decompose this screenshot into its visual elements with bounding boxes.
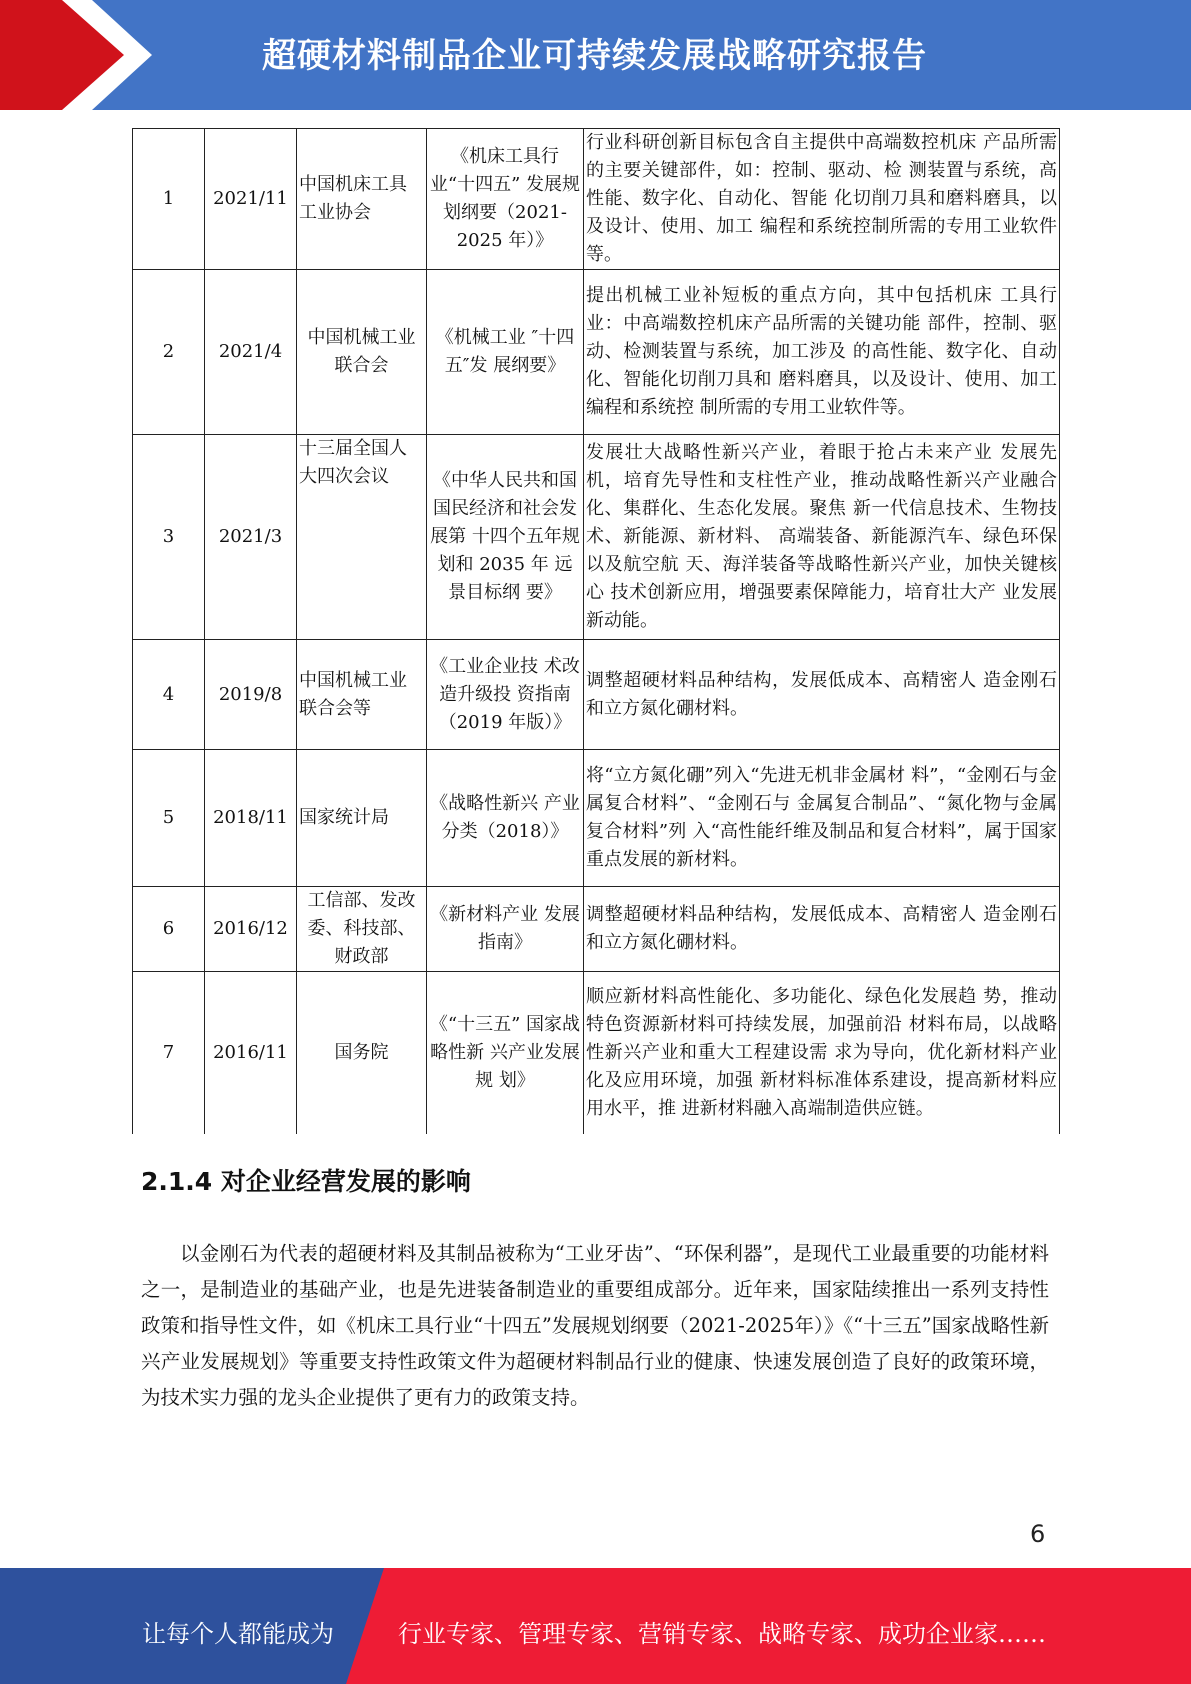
row-number: 2 (133, 270, 205, 435)
row-organization: 中国机械工业联合会 (297, 270, 427, 435)
section-body-paragraph: 以金刚石为代表的超硬材料及其制品被称为“工业牙齿”、“环保利器”，是现代工业最重要的功能材料之一，是制造业的基础产业，也是先进装备制造业的重要组成部分。近年来，国家陆续推出一系列支持性政策和指导性文件，如《机床工具行业“十四五”发展规划纲要（2021-2025年）》《“十三五”国家战略性新兴产业发展规划》等重要支持性政策文件为超硬材料制品行业的健康、快速发展创造了良好的政策环境，为技术实力强的龙头企业提供了更有力的政策支持。 (141, 1242, 1049, 1409)
table-row (133, 887, 1060, 972)
page-number: 6 (1030, 1520, 1046, 1548)
row-number: 7 (133, 972, 205, 1134)
row-policy-title: 《新材料产业 发展指南》 (427, 887, 584, 972)
row-policy-content: 行业科研创新目标包含自主提供中高端数控机床 产品所需的主要关键部件，如：控制、驱动、检 测装置与系统，高性能、数字化、自动化、智能 化切削刀具和磨料磨具，以及设计、使用、加工 编程和系统控制所需的专用工业软件等。 (584, 129, 1060, 270)
row-date: 2021/3 (205, 435, 297, 640)
row-organization: 中国机械工业联合会等 (297, 640, 427, 750)
table-row (133, 270, 1060, 435)
row-number: 1 (133, 129, 205, 270)
row-organization: 国家统计局 (297, 750, 427, 887)
row-policy-content: 调整超硬材料品种结构，发展低成本、高精密人 造金刚石和立方氮化硼材料。 (584, 887, 1060, 972)
row-date: 2018/11 (205, 750, 297, 887)
row-policy-content: 调整超硬材料品种结构，发展低成本、高精密人 造金刚石和立方氮化硼材料。 (584, 640, 1060, 750)
row-date: 2021/11 (205, 129, 297, 270)
row-date: 2016/12 (205, 887, 297, 972)
table-row (133, 972, 1060, 1134)
row-policy-title: 《机械工业 ″十四五″发 展纲要》 (427, 270, 584, 435)
row-policy-content: 将“立方氮化硼”列入“先进无机非金属材 料”，“金刚石与金属复合材料”、“金刚石与 金属复合制品”、“氮化物与金属复合材料”列 入“高性能纤维及制品和复合材料”，属于国家 重点发展的新材料。 (584, 750, 1060, 887)
page-header (0, 0, 1191, 110)
row-date: 2021/4 (205, 270, 297, 435)
row-policy-title: 《“十三五” 国家战略性新 兴产业发展规 划》 (427, 972, 584, 1134)
row-organization: 工信部、发改委、科技部、财政部 (297, 887, 427, 972)
policy-table (132, 128, 1060, 1134)
section-heading: 2.1.4 对企业经营发展的影响 (141, 1167, 471, 1196)
row-organization: 中国机床工具工业协会 (297, 129, 427, 270)
row-policy-content: 发展壮大战略性新兴产业，着眼于抢占未来产业 发展先机，培育先导性和支柱性产业，推动战略性新兴产业融合化、集群化、生态化发展。聚焦 新一代信息技术、生物技术、新能源、新材料、 高端装备、新能源汽车、绿色环保以及航空航 天、海洋装备等战略性新兴产业，加快关键核心 技术创新应用，增强要素保障能力，培育壮大产 业发展新动能。 (584, 435, 1060, 640)
row-policy-title: 《工业企业技 术改造升级投 资指南（2019 年版）》 (427, 640, 584, 750)
header-arrow-decoration (0, 0, 160, 110)
row-policy-content: 顺应新材料高性能化、多功能化、绿色化发展趋 势，推动特色资源新材料可持续发展，加强前沿 材料布局，以战略性新兴产业和重大工程建设需 求为导向，优化新材料产业化及应用环境，加强 新材料标准体系建设，提高新材料应用水平，推 进新材料融入髙端制造供应链。 (584, 972, 1060, 1134)
footer-slogan-left: 让每个人都能成为 (142, 1620, 334, 1648)
table-row (133, 640, 1060, 750)
row-policy-title: 《中华人民共和国国民经济和社会发展第 十四个五年规 划和 2035 年 远景目标纲 要》 (427, 435, 584, 640)
row-policy-title: 《战略性新兴 产业分类（2018）》 (427, 750, 584, 887)
row-date: 2019/8 (205, 640, 297, 750)
row-policy-content: 提出机械工业补短板的重点方向，其中包括机床 工具行业：中高端数控机床产品所需的关键功能 部件，控制、驱动、检测装置与系统，加工涉及 的高性能、数字化、自动化、智能化切削刀具和 磨料磨具，以及设计、使用、加工编程和系统控 制所需的专用工业软件等。 (584, 270, 1060, 435)
row-number: 3 (133, 435, 205, 640)
row-date: 2016/11 (205, 972, 297, 1134)
row-number: 5 (133, 750, 205, 887)
row-organization: 十三届全国人大四次会议 (297, 435, 427, 640)
row-organization: 国务院 (297, 972, 427, 1134)
table-row (133, 750, 1060, 887)
table-row (133, 435, 1060, 640)
row-number: 6 (133, 887, 205, 972)
footer-slogan-right: 行业专家、管理专家、营销专家、战略专家、成功企业家…… (398, 1620, 1046, 1648)
row-number: 4 (133, 640, 205, 750)
table-row (133, 129, 1060, 270)
report-title: 超硬材料制品企业可持续发展战略研究报告 (262, 36, 927, 76)
page-footer (0, 1568, 1191, 1684)
row-policy-title: 《机床工具行 业“十四五” 发展规划纲要（2021-2025 年）》 (427, 129, 584, 270)
